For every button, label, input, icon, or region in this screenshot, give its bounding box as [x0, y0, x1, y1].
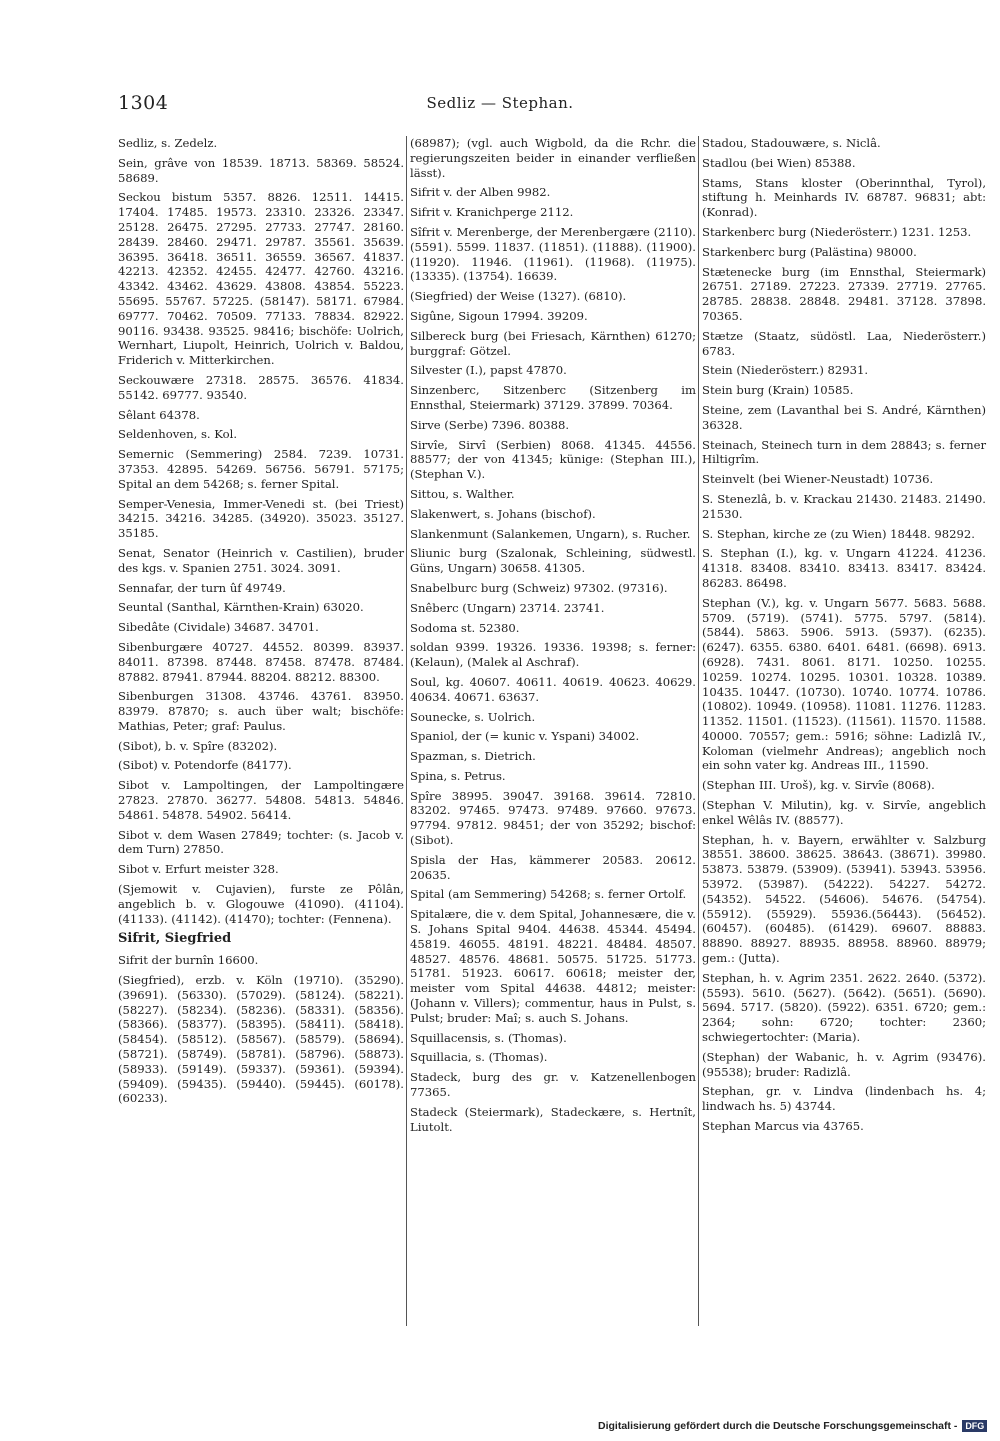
index-entry: Seckou bistum 5357. 8826. 12511. 14415. 17404. 17485. 19573. 23310. 23326. 23347. 25128. 26475. 27295. 27733. 27747. 28160. 28439. 28460. 29471. 29787. 35561. 35639. 36395. 36418. 36511. 36559. 36567. 41837. 42213. 42352. 42455. 42477. 42760. 43216. 43342. 43462. 43629. 43808. 43854. 55223. 55695. 55767. 57225. (58147). 58171. 67984. 69777. 70462. 70509. 77133. 78834. 82922. 90116. 93438. 93525. 98416; bischöfe: Uolrich, Wernhart, Liupolt, Heinrich, Uolrich v. Baldou, Friderich v. Mitterkirchen. — [118, 190, 404, 368]
index-entry: Stephan, h. v. Agrim 2351. 2622. 2640. (5372). (5593). 5610. (5627). (5642). (5651). (5690). 5694. 5717. (5820). (5922). 6351. 6720; gem.: 2364; sohn: 6720; tochter: 2360; schwiegertochter: (Maria). — [702, 970, 986, 1045]
index-entry: Soul, kg. 40607. 40611. 40619. 40623. 40629. 40634. 40671. 63637. — [410, 674, 696, 704]
index-entry: Seldenhoven, s. Kol. — [118, 427, 237, 442]
index-entry: Spisla der Has, kämmerer 20583. 20612. 20635. — [410, 852, 696, 882]
index-entry: Slakenwert, s. Johans (bischof). — [410, 506, 596, 521]
index-entry: Sigûne, Sigoun 17994. 39209. — [410, 308, 588, 323]
index-entry: Spital (am Semmering) 54268; s. ferner Ortolf. — [410, 887, 687, 902]
index-entry: Sibenburgære 40727. 44552. 80399. 83937. 84011. 87398. 87448. 87458. 87478. 87484. 87882. 87941. 87944. 88204. 88212. 88300. — [118, 639, 404, 684]
index-entry: Sibot v. Erfurt meister 328. — [118, 862, 279, 877]
index-entry: Snêberc (Ungarn) 23714. 23741. — [410, 600, 605, 615]
index-entry: Sliunic burg (Szalonak, Schleining, südwestl. Güns, Ungarn) 30658. 41305. — [410, 546, 696, 576]
index-entry: Sifrit v. Kranichperge 2112. — [410, 205, 574, 220]
dfg-logo: DFG — [962, 1420, 987, 1432]
index-entry: (Siegfried) der Weise (1327). (6810). — [410, 289, 627, 304]
index-entry: Spîre 38995. 39047. 39168. 39614. 72810. 83202. 97465. 97473. 97489. 97660. 97673. 97794. 97812. 98451; der von 35292; bischof: (Sibot). — [410, 788, 696, 848]
index-entry: Silvester (I.), papst 47870. — [410, 363, 567, 378]
index-entry: Senat, Senator (Heinrich v. Castilien), bruder des kgs. v. Spanien 2751. 3024. 3091. — [118, 545, 404, 575]
index-entry: Sibot v. Lampoltingen, der Lampoltingære 27823. 27870. 36277. 54808. 54813. 54846. 54861. 54878. 54902. 56414. — [118, 778, 404, 822]
index-entry: Sittou, s. Walther. — [410, 486, 515, 501]
index-entry: Sinzenberc, Sitzenberc (Sitzenberg im Ennsthal, Steiermark) 37129. 37899. 70364. — [410, 383, 696, 412]
index-entry: Starkenberc burg (Palästina) 98000. — [702, 244, 917, 259]
index-entry: Sedliz, s. Zedelz. — [118, 136, 218, 150]
index-entry: Stadou, Stadouwære, s. Niclâ. — [702, 136, 881, 150]
index-entry: Spitalære, die v. dem Spital, Johannesære, die v. S. Johans Spital 9404. 44638. 45344. 45494. 45819. 46055. 48191. 48221. 48484. 48507. 48527. 48576. 48681. 50575. 51725. 51773. 51781. 51923. 60617. 60618; meister der, meister vom Spital 44638. 44812; meister: (Johann v. Villers); commentur, haus in Pulst, s. Pulst; bruder: Maî; s. auch S. Johans. — [410, 907, 696, 1025]
index-entry: Semper-Venesia, Immer-Venedi st. (bei Triest) 34215. 34216. 34285. (34920). 35023. 35127. 35185. — [118, 496, 404, 541]
index-entry: Starkenberc burg (Niederösterr.) 1231. 1253. — [702, 224, 972, 239]
index-entry: Steinach, Steinech turn in dem 28843; s. ferner Hiltigrîm. — [702, 437, 986, 467]
page-number: 1304 — [118, 92, 169, 114]
index-entry: Stein burg (Krain) 10585. — [702, 383, 854, 398]
index-entry: Stadlou (bei Wien) 85388. — [702, 155, 856, 170]
index-entry: Sein, grâve von 18539. 18713. 58369. 58524. 58689. — [118, 155, 404, 185]
index-entry: Silbereck burg (bei Friesach, Kärnthen) 61270; burggraf: Götzel. — [410, 328, 696, 358]
index-entry: Stadeck (Steiermark), Stadeckære, s. Hertnît, Liutolt. — [410, 1104, 696, 1134]
index-entry: Sibenburgen 31308. 43746. 43761. 83950. 83979. 87870; s. auch über walt; bischöfe: Mathias, Peter; graf: Paulus. — [118, 689, 404, 733]
index-entry: Sibedâte (Cividale) 34687. 34701. — [118, 620, 319, 635]
index-entry: Sounecke, s. Uolrich. — [410, 709, 536, 724]
index-entry: Seuntal (Santhal, Kärnthen-Krain) 63020. — [118, 600, 364, 615]
index-entry: (Stephan V. Milutin), kg. v. Sirvîe, angeblich enkel Wêlâs IV. (88577). — [702, 798, 986, 827]
index-entry: Stams, Stans kloster (Oberinnthal, Tyrol), stiftung h. Meinhards IV. 68787. 96831; abt: (Konrad). — [702, 175, 986, 220]
index-entry: S. Stephan (I.), kg. v. Ungarn 41224. 41236. 41318. 83408. 83410. 83413. 83417. 83424. 86283. 86498. — [702, 546, 986, 590]
index-entry: (Sibot) v. Potendorfe (84177). — [118, 758, 292, 773]
index-entry: Steine, zem (Lavanthal bei S. André, Kärnthen) 36328. — [702, 402, 986, 432]
index-entry: S. Stephan, kirche ze (zu Wien) 18448. 98292. — [702, 526, 975, 541]
index-entry: Sifrit v. der Alben 9982. — [410, 185, 551, 200]
index-entry: Spaniol, der (= kunic v. Yspani) 34002. — [410, 729, 640, 744]
index-entry: soldan 9399. 19326. 19336. 19398; s. ferner: (Kelaun), (Malek al Aschraf). — [410, 640, 696, 670]
index-entry: Stephan Marcus via 43765. — [702, 1119, 864, 1134]
index-entry: Spina, s. Petrus. — [410, 768, 506, 783]
index-entry: Stephan, h. v. Bayern, erwählter v. Salzburg 38551. 38600. 38625. 38643. (38671). 39980. 53873. 53879. (53909). (53941). 53943. 53956. 53972. (53987). (54222). 54227. 54272. (54352). 54522. (54606). 54676. (54754). (55912). (55929). 55936.(56443). (56452). (60457). (60485). (61429). 69607. 88883. 88890. 88927. 88935. 88958. 88960. 88979; gem.: (Jutta). — [702, 832, 986, 966]
index-entry: Sodoma st. 52380. — [410, 620, 520, 635]
index-entry: Semernic (Semmering) 2584. 7239. 10731. 37353. 42895. 54269. 56756. 56791. 57175; Spital an dem 54268; s. ferner Spital. — [118, 447, 404, 491]
index-entry: Stadeck, burg des gr. v. Katzenellenbogen 77365. — [410, 1070, 696, 1100]
index-entry: Spazman, s. Dietrich. — [410, 749, 536, 764]
section-heading: Sifrit, Siegfried — [118, 931, 232, 947]
index-entry: Seckouwære 27318. 28575. 36576. 41834. 55142. 69777. 93540. — [118, 372, 404, 402]
index-entry: (68987); (vgl. auch Wigbold, da die Rchr. die regierungszeiten beider in einander verfließen lässt). — [410, 136, 696, 180]
index-entry: Sennafar, der turn ûf 49749. — [118, 580, 286, 595]
index-entry: Stætze (Staatz, südöstl. Laa, Niederösterr.) 6783. — [702, 328, 986, 358]
index-entry: Sifrit der burnîn 16600. — [118, 953, 259, 968]
index-entry: Sêlant 64378. — [118, 407, 200, 422]
index-entry: Stætenecke burg (im Ennsthal, Steiermark) 26751. 27189. 27223. 27339. 27719. 27765. 28785. 28838. 28848. 29481. 37128. 37898. 70365. — [702, 264, 986, 323]
index-entry: Sirve (Serbe) 7396. 80388. — [410, 417, 570, 432]
column-3 — [702, 136, 986, 1139]
index-entry: (Stephan) der Wabanic, h. v. Agrim (93476). (95538); bruder: Radizlâ. — [702, 1049, 986, 1079]
column-2 — [410, 136, 696, 1139]
index-entry: Sirvîe, Sirvî (Serbien) 8068. 41345. 44556. 88577; der von 41345; künige: (Stephan III.), (Stephan V.). — [410, 437, 696, 482]
column-rule-2 — [698, 136, 699, 1326]
index-entry: Slankenmunt (Salankemen, Ungarn), s. Rucher. — [410, 526, 691, 541]
index-entry: Stein (Niederösterr.) 82931. — [702, 363, 869, 378]
column-rule-1 — [406, 136, 407, 1326]
index-entry: Snabelburc burg (Schweiz) 97302. (97316). — [410, 580, 668, 595]
index-entry: Sîfrit v. Merenberge, der Merenbergære (2110). (5591). 5599. 11837. (11851). (11888). (11900). (11920). 11946. (11961). (11968). (11975). (13335). (13754). 16639. — [410, 224, 696, 284]
index-entry: (Sibot), b. v. Spîre (83202). — [118, 738, 278, 753]
footer-credit — [598, 1420, 987, 1432]
index-entry: Stephan (V.), kg. v. Ungarn 5677. 5683. 5688. 5709. (5719). (5741). 5775. 5797. (5814). (5844). 5863. 5906. 5913. (5937). (6235). (6247). 6355. 6380. 6401. 6481. (6698). 6913. (6928). 7431. 8061. 8171. 10250. 10255. 10259. 10274. 10295. 10301. 10328. 10389. 10435. 10447. (10730). 10740. 10774. 10786. (10802). 10949. (10958). 11081. 11276. 11283. 11352. 11501. (11523). (11561). 11570. 11588. 40000. 70557; gem.: 5916; söhne: Ladizlâ IV., Koloman (vielmehr Andreas); angeblich noch ein sohn vater kg. Andreas III., 11590. — [702, 595, 986, 773]
index-entry: Squillacia, s. (Thomas). — [410, 1050, 548, 1065]
index-entry: Squillacensis, s. (Thomas). — [410, 1030, 567, 1045]
column-1 — [118, 136, 404, 1111]
index-entry: S. Stenezlâ, b. v. Krackau 21430. 21483. 21490. 21530. — [702, 491, 986, 521]
footer-text: Digitalisierung gefördert durch die Deutsche Forschungsgemeinschaft - — [598, 1420, 958, 1432]
page-header: Sedliz — Stephan. — [426, 94, 574, 112]
index-entry: (Stephan III. Uroš), kg. v. Sirvîe (8068). — [702, 778, 935, 793]
index-entry: (Siegfried), erzb. v. Köln (19710). (35290). (39691). (56330). (57029). (58124). (58221). (58227). (58234). (58236). (58331). (58356). (58366). (58377). (58395). (58411). (58418). (58454). (58512). (58567). (58579). (58694). (58721). (58749). (58781). (58796). (58873). (58933). (59149). (59337). (59361). (59394). (59409). (59435). (59440). (59445). (60178). (60233). — [118, 973, 404, 1106]
index-entry: Stephan, gr. v. Lindva (lindenbach hs. 4; lindwach hs. 5) 43744. — [702, 1084, 986, 1114]
index-entry: Sibot v. dem Wasen 27849; tochter: (s. Jacob v. dem Turn) 27850. — [118, 827, 404, 857]
index-entry: Steinvelt (bei Wiener-Neustadt) 10736. — [702, 472, 934, 487]
index-entry: (Sjemowit v. Cujavien), furste ze Pôlân, angeblich b. v. Glogouwe (41090). (41104). (41133). (41142). (41470); tochter: (Fennena). — [118, 882, 404, 926]
